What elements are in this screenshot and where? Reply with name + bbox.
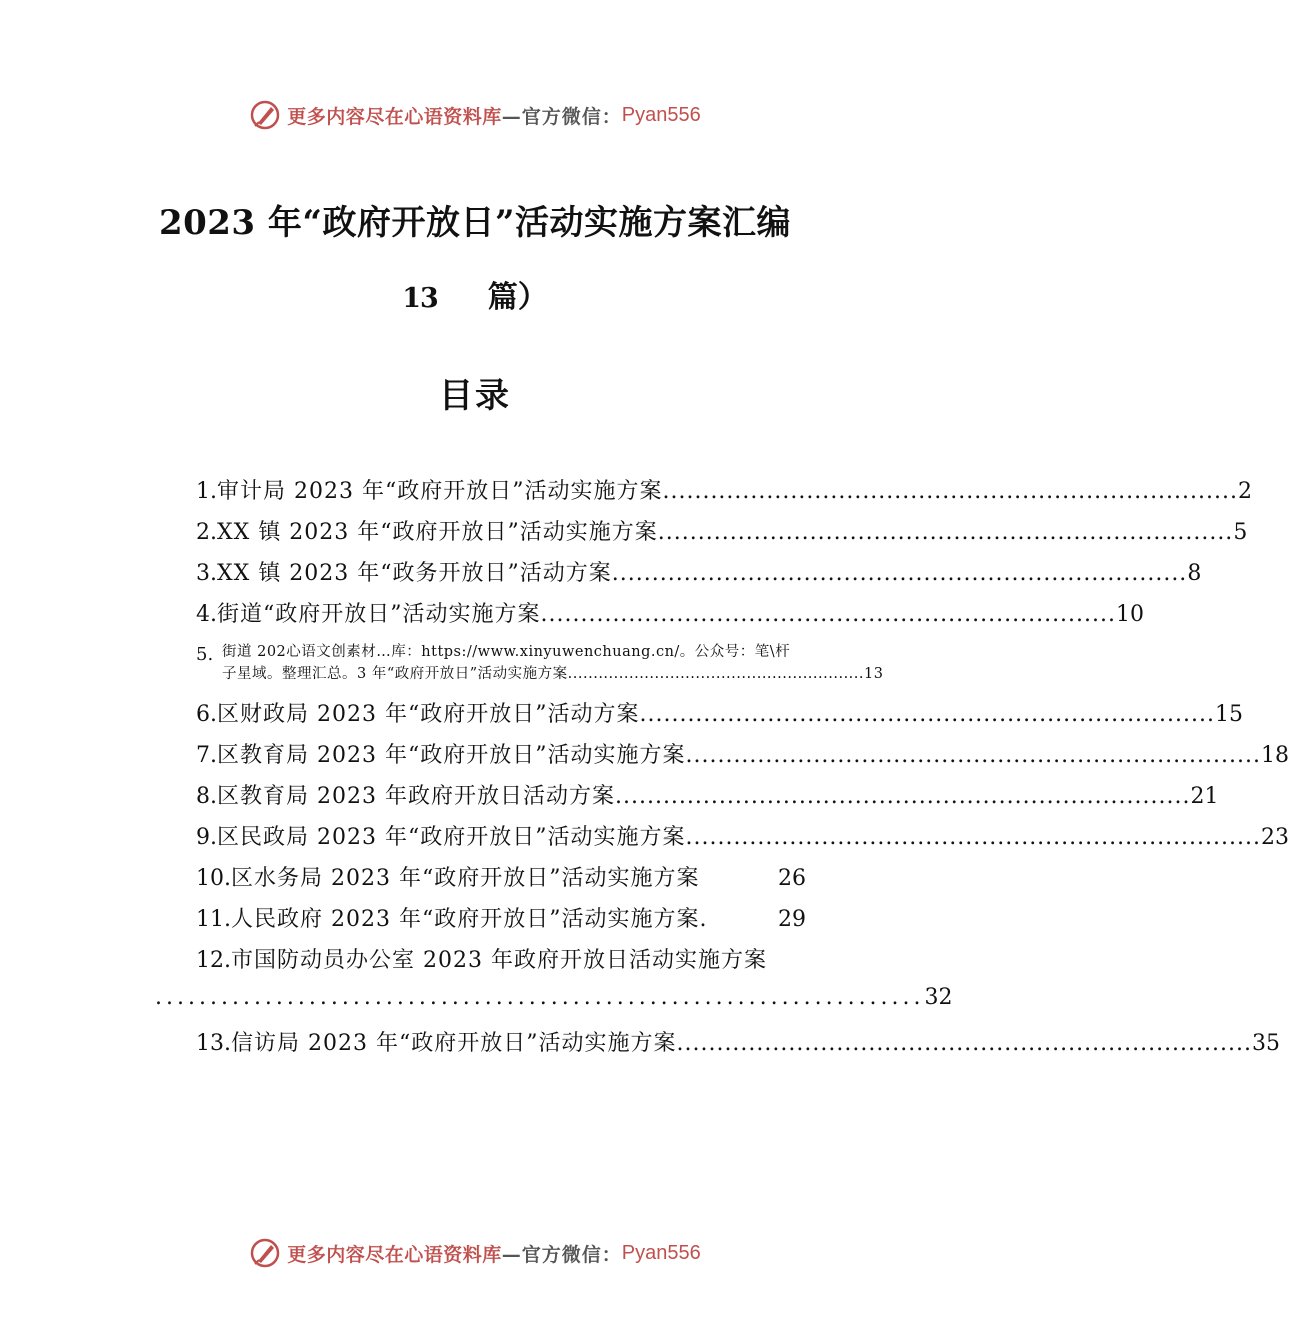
document-title: 2023 年“政府开放日”活动实施方案汇编 xyxy=(158,203,792,243)
toc-entry-number: 2. xyxy=(196,520,217,545)
toc-entry-number: 8. xyxy=(196,784,217,809)
toc-entry-title: 区教育局 2023 年政府开放日活动方案 xyxy=(217,784,615,809)
toc-entry-12-continuation xyxy=(155,985,953,1019)
toc-entry-page: 13 xyxy=(864,666,884,682)
toc-leader-dots: ........................................................................ xyxy=(685,743,1261,768)
toc-entry[interactable] xyxy=(196,820,1289,854)
toc-heading: 目录 xyxy=(439,376,511,416)
pen-logo-icon xyxy=(249,99,281,131)
toc-leader-dots xyxy=(707,907,778,932)
toc-leader-dots: ........................................................................ xyxy=(639,702,1215,727)
toc-entry-page: 35 xyxy=(1252,1031,1280,1056)
toc-entry-page: 18 xyxy=(1261,743,1289,768)
toc-leader-dots xyxy=(699,866,778,891)
toc-entry-title: XX 镇 2023 年“政府开放日”活动实施方案 xyxy=(217,520,658,545)
toc-entry-title: 审计局 2023 年“政府开放日”活动实施方案 xyxy=(217,479,663,504)
watermark-sub-text: —官方微信： xyxy=(501,1243,622,1266)
toc-leader-dots: ........................................................................ xyxy=(676,1031,1252,1056)
toc-leader-dots: ........................................................................ xyxy=(685,825,1261,850)
subtitle-count: 13 xyxy=(402,283,438,314)
toc-entry-page: 29 xyxy=(778,907,806,932)
toc-entry-number: 3. xyxy=(196,561,217,586)
toc-entry[interactable] xyxy=(196,902,806,936)
toc-entry-page: 8 xyxy=(1187,561,1202,586)
toc-entry-page: 5 xyxy=(1233,520,1248,545)
watermark-main-text: 更多内容尽在心语资料库 xyxy=(287,1243,502,1266)
toc-entry-5-line1: 街道 202心语文创素材…库：https://www.xinyuwenchuang.cn/。公众号：笔\杆 xyxy=(222,644,791,660)
toc-entry-title: 区水务局 2023 年“政府开放日”活动实施方案 xyxy=(231,866,700,891)
toc-leader-dots: .......................................................... xyxy=(567,666,865,682)
toc-entry-page: 32 xyxy=(924,985,953,1010)
watermark-wechat-id: Pyan556 xyxy=(621,1241,701,1264)
toc-entry-page: 2 xyxy=(1238,479,1252,504)
toc-entry-title: 人民政府 2023 年“政府开放日”活动实施方案. xyxy=(231,907,708,932)
pen-logo-icon xyxy=(249,1237,281,1269)
toc-entry[interactable] xyxy=(196,515,1248,549)
toc-entry-page: 10 xyxy=(1116,602,1145,627)
toc-entry-number: 13. xyxy=(196,1031,231,1056)
bottom-watermark-banner xyxy=(0,1233,950,1273)
toc-entry-title: 区民政局 2023 年“政府开放日”活动实施方案 xyxy=(217,825,686,850)
toc-entry-title: 市国防动员办公室 2023 年政府开放日活动实施方案 xyxy=(231,948,767,973)
document-subtitle xyxy=(0,272,950,316)
toc-entry-number: 12. xyxy=(196,948,231,973)
toc-entry-number: 6. xyxy=(196,702,217,727)
toc-entry-5-line2 xyxy=(222,663,884,685)
toc-entry-number: 5. xyxy=(196,644,214,665)
toc-entry-page: 15 xyxy=(1215,702,1243,727)
toc-entry-12[interactable] xyxy=(196,943,806,977)
toc-entry-title: 街道“政府开放日”活动实施方案 xyxy=(217,602,541,627)
watermark-sub-text: —官方微信： xyxy=(501,105,622,128)
subtitle-rest: 篇） xyxy=(487,280,548,315)
toc-entry-title: 信访局 2023 年“政府开放日”活动实施方案 xyxy=(231,1031,677,1056)
toc-entry-title: 区财政局 2023 年“政府开放日”活动方案 xyxy=(217,702,640,727)
toc-entry-title: XX 镇 2023 年“政务开放日”活动方案 xyxy=(217,561,612,586)
toc-entry[interactable] xyxy=(196,738,1289,772)
toc-leader-dots: ........................................................................ xyxy=(662,479,1238,504)
top-watermark-banner xyxy=(0,95,950,135)
toc-entry-5-line2-text: 子星域。整理汇总。3 年“政府开放日”活动实施方案 xyxy=(222,666,568,682)
toc-entry[interactable] xyxy=(196,556,1202,590)
toc-leader-dots: ........................................................................ xyxy=(657,520,1234,545)
watermark-wechat-id: Pyan556 xyxy=(621,103,701,126)
toc-entry-page: 21 xyxy=(1190,784,1219,809)
toc-leader-dots: ...................................................................... xyxy=(155,985,925,1010)
toc-entry-number: 7. xyxy=(196,743,217,768)
toc-leader-dots: ........................................................................ xyxy=(611,561,1188,586)
toc-entry-title: 区教育局 2023 年“政府开放日”活动实施方案 xyxy=(217,743,686,768)
toc-entry[interactable] xyxy=(196,697,1243,731)
toc-entry[interactable] xyxy=(196,779,1219,813)
toc-entry-number: 10. xyxy=(196,866,231,891)
toc-entry[interactable] xyxy=(196,474,1252,508)
toc-leader-dots: ........................................................................ xyxy=(540,602,1117,627)
toc-leader-dots: ........................................................................ xyxy=(614,784,1191,809)
watermark-main-text: 更多内容尽在心语资料库 xyxy=(287,105,502,128)
toc-entry[interactable] xyxy=(196,861,806,895)
toc-entry-page: 23 xyxy=(1261,825,1289,850)
toc-entry-number: 4. xyxy=(196,602,217,627)
toc-entry-number: 11. xyxy=(196,907,231,932)
toc-entry-page: 26 xyxy=(778,866,806,891)
toc-entry-5[interactable] xyxy=(196,641,884,685)
toc-entry-number: 9. xyxy=(196,825,217,850)
toc-entry[interactable] xyxy=(196,597,1145,631)
toc-entry-number: 1. xyxy=(196,479,217,504)
toc-entry[interactable] xyxy=(196,1026,1280,1060)
